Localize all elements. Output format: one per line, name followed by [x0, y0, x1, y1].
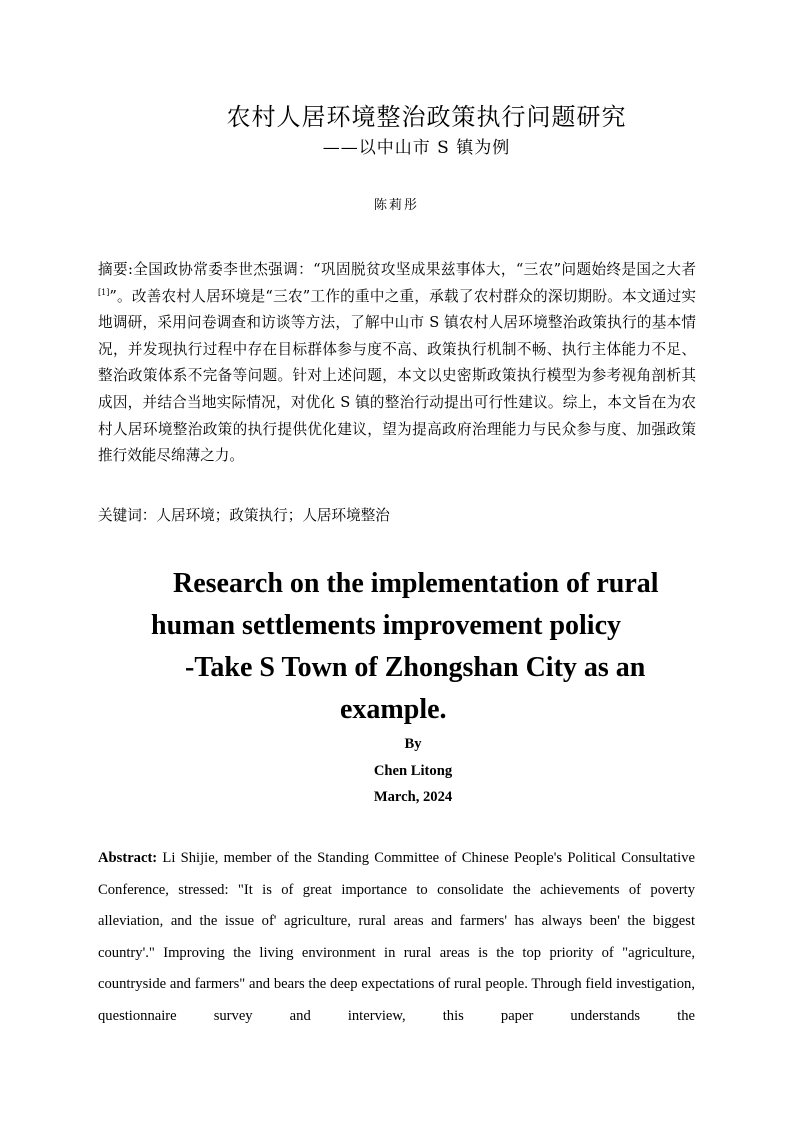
- chinese-abstract-text-2: ”。改善农村人居环境是“三农”工作的重中之重，承载了农村群众的深切期盼。本文通过实地调研，采用问卷调查和访谈等方法，了解中山市 S 镇农村人居环境整治政策执行的基本情况，并发现执行过程中存在目标群体参与度不高、政策执行机制不畅、执行主体能力不足、整治政策体系不完备等问题。针对上述问题，本文以史密斯政策执行模型为参考视角剖析其成因，并结合当地实际情况，对优化 S 镇的整治行动提出可行性建议。综上，本文旨在为农村人居环境整治政策的执行提供优化建议，望为提高政府治理能力与民众参与度、加强政策推行效能尽绵薄之力。: [98, 287, 696, 465]
- chinese-keywords-text: ：人居环境；政策执行；人居环境整治: [141, 507, 390, 524]
- english-title-line-1: Research on the implementation of rural: [173, 568, 659, 599]
- english-date: March, 2024: [373, 789, 453, 805]
- chinese-keywords-label: 关键词: [98, 507, 142, 524]
- chinese-subtitle: ——以中山市 S 镇为例: [322, 138, 511, 158]
- citation-ref: [1]: [98, 287, 110, 297]
- english-title-line-3: -Take S Town of Zhongshan City as an: [185, 652, 646, 683]
- chinese-keywords: [98, 505, 696, 527]
- chinese-abstract-text-1: :全国政协常委李世杰强调：“巩固脱贫攻坚成果兹事体大，“三农”问题始终是国之大者: [127, 261, 696, 278]
- chinese-abstract-label: 摘要: [98, 261, 128, 278]
- english-title-line-4: example.: [340, 694, 447, 725]
- chinese-title: 农村人居环境整治政策执行问题研究: [226, 103, 627, 131]
- english-title-line-2: human settlements improvement policy: [151, 610, 621, 641]
- english-author: Chen Litong: [373, 763, 453, 779]
- chinese-abstract: [98, 257, 696, 470]
- english-abstract: [98, 843, 695, 1032]
- english-abstract-text: Li Shijie, member of the Standing Committee of Chinese People's Political Consultative Conference, stressed: "It is of great importance to consolidate the achievements of poverty alleviation, and the issue of' agriculture, rural areas and farmers' has always been' the biggest country'." Improving the living environment in rural areas is the top priority of "agriculture, countryside and farmers" and bears the deep expectations of rural people. Through field investigation, questionnaire survey and interview, this paper understands the: [98, 850, 695, 1024]
- english-by: By: [404, 736, 422, 752]
- chinese-author: 陈莉彤: [373, 198, 419, 213]
- english-abstract-label: Abstract:: [98, 850, 158, 866]
